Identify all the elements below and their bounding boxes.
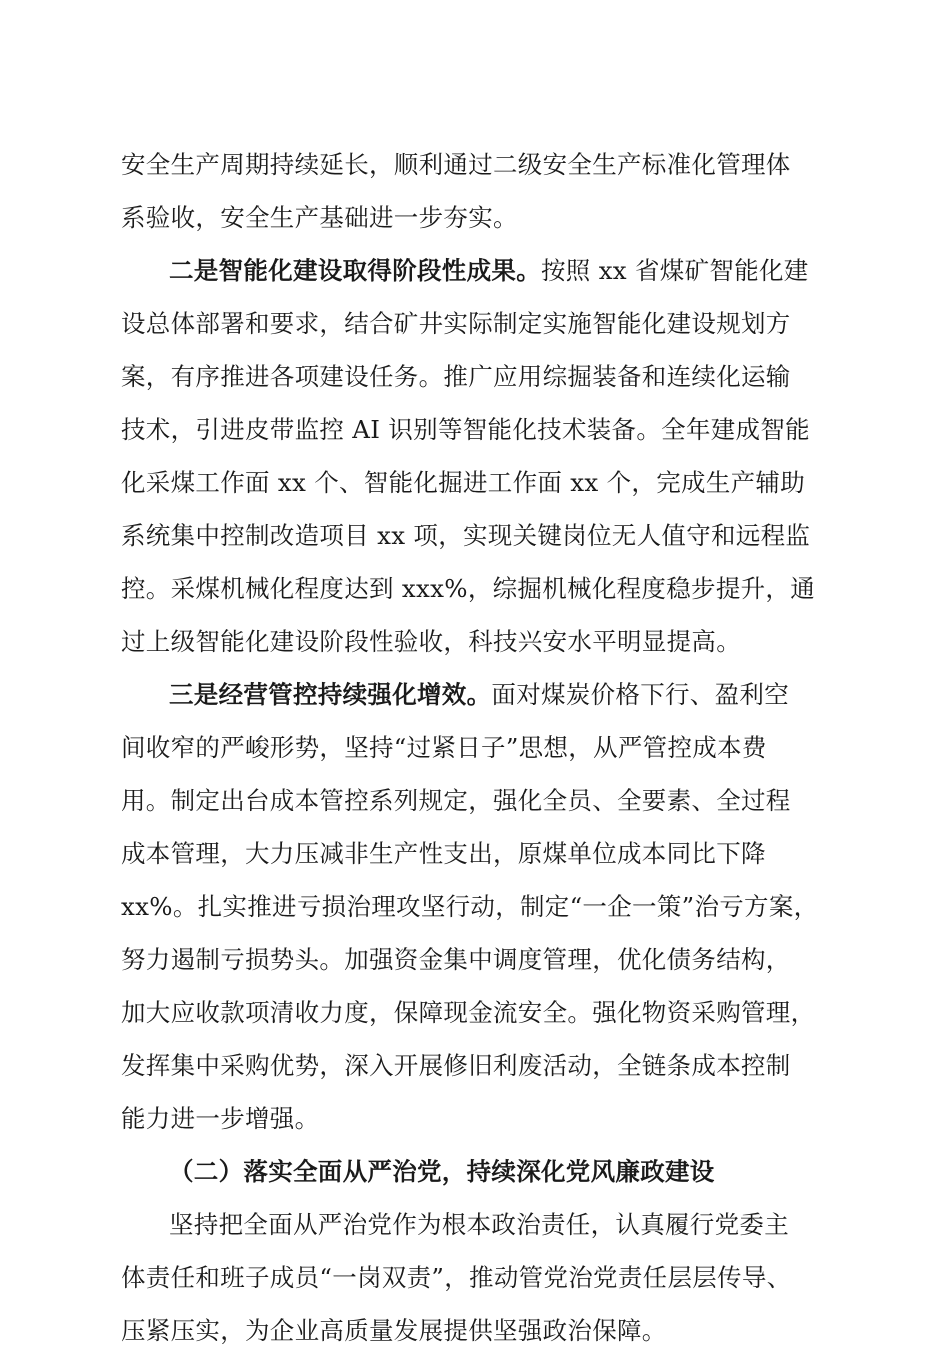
section-heading (121, 1145, 833, 1198)
text-line: 体责任和班子成员“一岗双责”，推动管党治党责任层层传导、 (121, 1263, 792, 1292)
text-line: 间收窄的严峻形势，坚持“过紧日子”思想，从严管控成本费 (121, 733, 767, 762)
paragraph-lead-rest: 按照 xx 省煤矿智能化建 (541, 256, 809, 285)
text-line: 化采煤工作面 xx 个、智能化掘进工作面 xx 个，完成生产辅助 (121, 468, 806, 497)
text-line: 系统集中控制改造项目 xx 项，实现关键岗位无人值守和远程监 (121, 521, 811, 550)
text-line (121, 668, 833, 721)
text-line: 技术，引进皮带监控 AI 识别等智能化技术装备。全年建成智能 (121, 415, 810, 444)
paragraph-lead-rest: 面对煤炭价格下行、盈利空 (491, 680, 790, 709)
text-line: 坚持把全面从严治党作为根本政治责任，认真履行党委主 (169, 1210, 789, 1239)
text-line: 压紧压实，为企业高质量发展提供坚强政治保障。 (121, 1316, 667, 1345)
text-line: xx%。扎实推进亏损治理攻坚行动，制定“一企一策”治亏方案， (121, 892, 819, 921)
paragraph-lead: 二是智能化建设取得阶段性成果。 (169, 256, 541, 285)
text-line: 能力进一步增强。 (121, 1104, 320, 1133)
section-heading-text: （二）落实全面从严治党，持续深化党风廉政建设 (169, 1157, 715, 1186)
text-line: 案，有序推进各项建设任务。推广应用综掘装备和连续化运输 (121, 362, 791, 391)
paragraph-party-governance (121, 1198, 833, 1357)
text-line: 发挥集中采购优势，深入开展修旧利废活动，全链条成本控制 (121, 1051, 791, 1080)
text-line: 控。采煤机械化程度达到 xxx%，综掘机械化程度稳步提升，通 (121, 574, 816, 603)
text-line: 努力遏制亏损势头。加强资金集中调度管理，优化债务结构， (121, 945, 791, 974)
paragraph-safety-continuation (121, 138, 833, 244)
text-line: 过上级智能化建设阶段性验收，科技兴安水平明显提高。 (121, 627, 741, 656)
paragraph-intelligent-construction (121, 244, 833, 668)
paragraph-lead: 三是经营管控持续强化增效。 (169, 680, 492, 709)
text-line: 用。制定出台成本管控系列规定，强化全员、全要素、全过程 (121, 786, 791, 815)
text-line (121, 244, 833, 297)
text-line: 加大应收款项清收力度，保障现金流安全。强化物资采购管理， (121, 998, 816, 1027)
text-line: 成本管理，大力压减非生产性支出，原煤单位成本同比下降 (121, 839, 766, 868)
text-line: 安全生产周期持续延长，顺利通过二级安全生产标准化管理体 (121, 150, 791, 179)
document-body (121, 138, 833, 1357)
text-line: 系验收，安全生产基础进一步夯实。 (121, 203, 518, 232)
paragraph-operations-management (121, 668, 833, 1145)
text-line: 设总体部署和要求，结合矿井实际制定实施智能化建设规划方 (121, 309, 791, 338)
